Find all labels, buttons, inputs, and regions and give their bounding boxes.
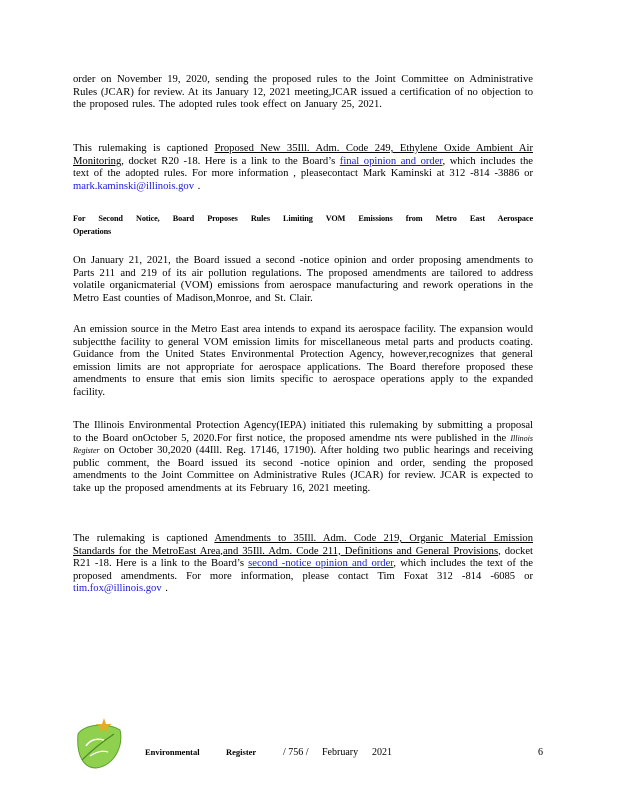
illinois-register-italic: Illinois Register [73,433,533,456]
footer-year: 2021 [372,747,392,758]
footer-issue-number: / 756 / [283,747,309,758]
leaf-logo-icon [74,716,126,772]
caption-prefix: The rulemaking is captioned [73,533,215,544]
iepa-text-pre: The Illinois Environmental Protection Agency(IEPA) initiated this rulemaking by submitting a proposal to the Board onOctober 5, 2020.For first notice, the proposed amendme nts were published in the [73,420,533,444]
sentence-end: . [194,180,201,192]
footer-publication-register: Register [226,747,257,757]
paragraph-caption-r21 [73,533,533,596]
paragraph-second-notice [73,255,533,305]
paragraph-expansion-text: An emission source in the Metro East area intends to expand its aerospace facility. The expansion would subjectthe facility to general VOM emission limits for miscellaneous metal parts and products coating. Guidance from the United States Environmental Protection Agency, however,recognizes that general emission limits are not appropriate for aerospace applications. The Board therefore proposed these amendments to ensure that emis sion limits specific to aerospace operations apply to the expanded facility. [73,324,533,398]
docket-text: , docket R20 -18. Here is a link to the Board’s [121,155,340,167]
paragraph-adoption [73,74,533,112]
final-opinion-link[interactable]: final opinion and order [339,155,443,167]
info-text: , which includes the text of the adopted rules. For more information , pleasecontact Mark Kaminski at 312 -814 -3886 or [73,155,534,180]
page-number: 6 [538,747,543,758]
rulemaking-caption: Amendments to 35Ill. Adm. Code 219, Organic Material Emission Standards for the MetroEast Area,and 35Ill. Adm. Code 211, Definitions and General Provisions [73,533,533,557]
second-notice-opinion-link[interactable]: second -notice opinion and order [248,558,394,570]
iepa-text-post: on October 30,2020 (44Ill. Reg. 17146, 17190). After holding two public hearings and receiving public comment, the Board issued its second -notice opinion and order, sending the proposed amendments to the Joint Committee on Administrative Rules (JCAR) for review. JCAR is expected to take up the proposed amendments at its February 16, 2021 meeting. [73,445,533,494]
paragraph-adoption-text: order on November 19, 2020, sending the proposed rules to the Joint Committee on Administrative Rules (JCAR) for review. At its January 12, 2021 meeting,JCAR issued a certification of no objection to the proposed rules. The adopted rules took effect on January 25, 2021. [73,74,533,111]
docket-text: , docket R21 -18. Here is a link to the Board’s [73,545,533,570]
paragraph-second-notice-text: On January 21, 2021, the Board issued a second -notice opinion and order proposing amendments to Parts 211 and 219 of its air pollution regulations. The proposed amendments are tailored to address volatile organicmaterial (VOM) emissions from aerospace manufacturing and rework operations in the Metro East counties of Madison,Monroe, and St. Clair. [73,255,533,304]
rulemaking-caption: Proposed New 35Ill. Adm. Code 249, Ethylene Oxide Ambient Air Monitoring [73,143,533,167]
fox-email-link[interactable]: tim.fox@illinois.gov [73,583,162,595]
section-heading-text: For Second Notice, Board Proposes Rules Limiting VOM Emissions from Metro East Aerospace Operations [73,214,533,236]
paragraph-expansion [73,324,533,400]
paragraph-iepa [73,420,533,496]
footer-publication-name: Environmental [145,747,200,757]
info-text: , which includes the text of the proposed amendments. For more information, please contact Tim Foxat 312 -814 -6085 or [73,558,534,582]
sentence-end: . [161,583,168,595]
paragraph-caption-r20 [73,143,533,193]
kaminski-email-link[interactable]: mark.kaminski@illinois.gov [73,180,194,192]
footer-month: February [322,747,359,758]
caption-prefix: This rulemaking is captioned [73,143,215,154]
section-heading [73,212,533,238]
